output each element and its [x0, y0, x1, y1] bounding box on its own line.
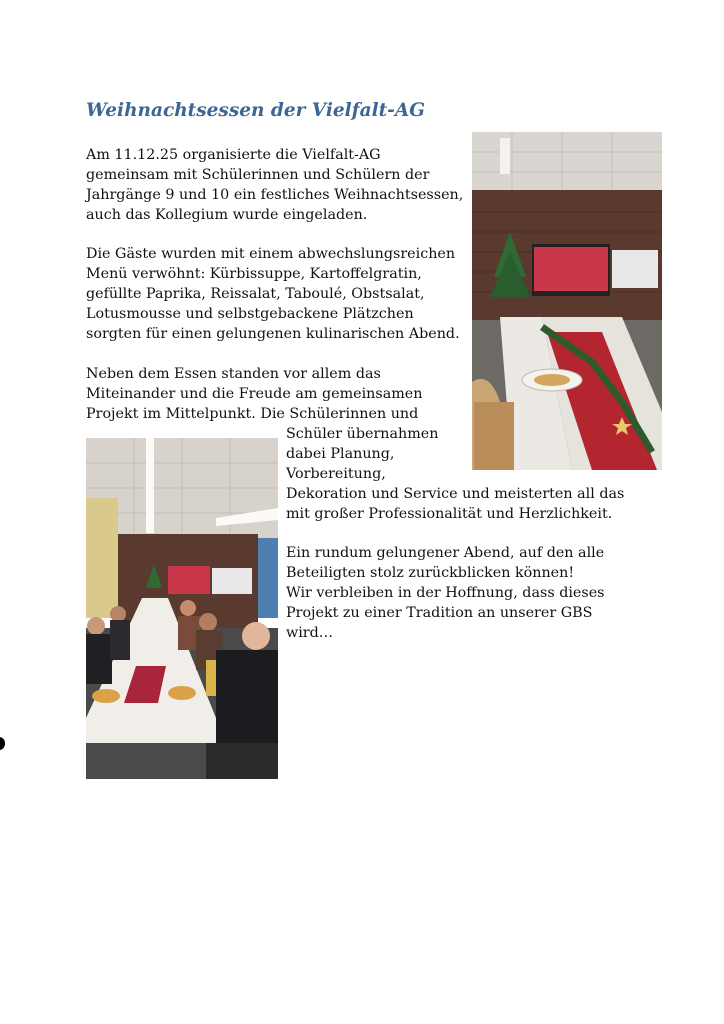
paragraph3-line: Miteinander und die Freude am gemeinsamen [86, 386, 423, 402]
paragraph4-line: Ein rundum gelungener Abend, auf den alle [286, 545, 605, 561]
guests-photo [86, 438, 278, 779]
paragraph2-line: Die Gäste wurden mit einem abwechslungsreichen [86, 246, 456, 262]
paragraph2-line: Menü verwöhnt: Kürbissuppe, Kartoffelgratin, [86, 266, 422, 282]
paragraph1-line: auch das Kollegium wurde eingeladen. [86, 207, 368, 223]
paragraph3-line: Dekoration und Service und meisterten all das [286, 486, 625, 502]
paragraph1-line: Am 11.12.25 organisierte die Vielfalt-AG [86, 147, 381, 163]
page-edge-mark [0, 737, 5, 750]
paragraph4-line: wird… [286, 625, 334, 641]
festive-table-photo [472, 132, 662, 470]
paragraph4-line: Wir verbleiben in der Hoffnung, dass dieses [286, 585, 605, 601]
paragraph3-line: Schüler übernahmen [286, 426, 439, 442]
paragraph1-line: gemeinsam mit Schülerinnen und Schülern der [86, 167, 430, 183]
paragraph3-line: Projekt im Mittelpunkt. Die Schülerinnen und [86, 406, 419, 422]
paragraph3-line: mit großer Professionalität und Herzlichkeit. [286, 506, 613, 522]
page-title: Weihnachtsessen der Vielfalt-AG [86, 100, 425, 121]
paragraph2-line: Lotusmousse und selbstgebackene Plätzchen [86, 306, 414, 322]
festive-table-illustration [472, 132, 662, 470]
paragraph2-line: gefüllte Paprika, Reissalat, Taboulé, Obstsalat, [86, 286, 425, 302]
paragraph3-line: dabei Planung, [286, 446, 395, 462]
paragraph4-line: Beteiligten stolz zurückblicken können! [286, 565, 575, 581]
paragraph4-line: Projekt zu einer Tradition an unserer GBS [286, 605, 593, 621]
paragraph2-line: sorgten für einen gelungenen kulinarischen Abend. [86, 326, 460, 342]
paragraph1-line: Jahrgänge 9 und 10 ein festliches Weihnachtsessen, [86, 187, 464, 203]
guests-at-table-illustration [86, 438, 278, 779]
paragraph3-line: Vorbereitung, [286, 466, 386, 482]
paragraph3-line: Neben dem Essen standen vor allem das [86, 366, 381, 382]
